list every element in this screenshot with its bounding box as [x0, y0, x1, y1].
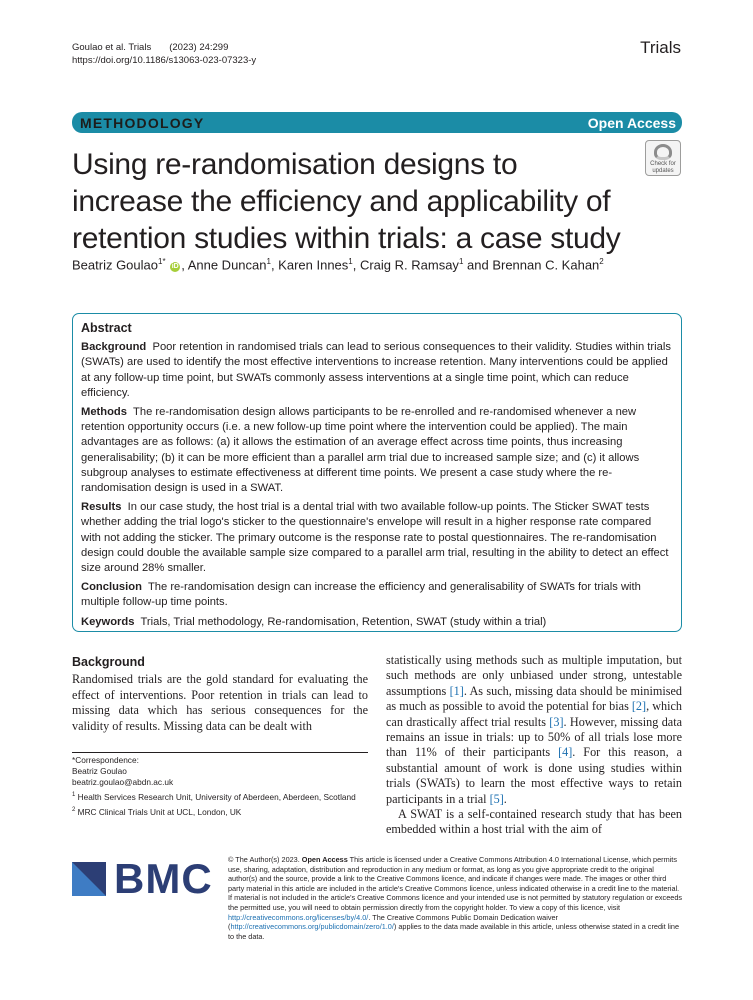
- author-name[interactable]: Craig R. Ramsay: [359, 257, 459, 273]
- copyright-notice: © The Author(s) 2023.: [228, 855, 300, 864]
- affiliation-text: Health Services Research Unit, University of Aberdeen, Aberdeen, Scotland: [77, 791, 356, 802]
- methods-label: Methods: [81, 406, 127, 419]
- body-paragraph: Randomised trials are the gold standard for evaluating the effect of interventions. Poor retention in trials can lead to missing data which has serious consequences for the validity of results. Missing data can be dealt with: [72, 672, 368, 733]
- correspondence-name: Beatriz Goulao: [72, 766, 127, 776]
- methods-text: The re-randomisation design allows participants to be re-enrolled and re-randomised whenever a new retention opportunity occurs (i.e. a new follow-up time point where the intervention could be applied). The main advantages are as follows: (a) it allows the estimation of an average effect across time points, thus increasing generalisability; (b) it can be more efficient than a parallel arm trial due to increased sample size; and (c) it allows subgroup analyses to estimate effectiveness at different time points. We present a case study where the re-randomisation design is used in a SWAT.: [81, 406, 640, 495]
- conclusion-text: The re-randomisation design can increase the efficiency and generalisability of SWATs for trials with multiple follow-up time points.: [81, 581, 641, 609]
- journal-name: Trials: [640, 38, 681, 57]
- author-affiliation: 1: [266, 257, 271, 266]
- background-text: Poor retention in randomised trials can lead to serious consequences to their validity. Studies within trials (SWATs) are used to identify the most effective interventions to increase retention. Many interventions could be applied at any follow-up time point, but SWATs commonly assess interventions at a single time point, which can reduce efficiency.: [81, 341, 671, 399]
- running-header: [72, 41, 256, 67]
- citation-link[interactable]: [3]: [549, 714, 564, 729]
- text-run: statistically using methods such as multiple imputation, but such methods are only unbiased under strong, untestable assumptions: [386, 653, 682, 698]
- body-column-right: [386, 653, 682, 838]
- text-run: . For this reason, a substantial amount of work is done using studies within trials (SWATs) to learn the most effective ways to retain participants in a trial: [386, 745, 682, 806]
- abstract-heading: Abstract: [81, 321, 132, 335]
- results-label: Results: [81, 501, 122, 514]
- citation-link[interactable]: [1]: [449, 683, 464, 698]
- body-paragraph: [386, 653, 682, 807]
- license-oa-label: Open Access: [301, 855, 348, 864]
- abstract-box: [72, 313, 682, 632]
- author-name[interactable]: Brennan C. Kahan: [492, 257, 600, 273]
- correspondence-email[interactable]: beatriz.goulao@abdn.ac.uk: [72, 777, 174, 787]
- author-name[interactable]: Beatriz Goulao: [72, 257, 158, 273]
- bmc-logo-text: BMC: [114, 855, 213, 902]
- author-affiliation: 1: [348, 257, 353, 266]
- affiliation-2: [72, 805, 368, 818]
- affiliation-number: 1: [72, 792, 76, 798]
- keywords-label: Keywords: [81, 615, 135, 628]
- author-list: Beatriz Goulao$^{1*}$ iD , Anne Duncan$^1$, Karen Innes$^1$, Craig R. Ramsay$^1$ and Brennan C. Kahan$^2$: [72, 257, 604, 273]
- abstract-methods: [81, 405, 673, 496]
- body-paragraph: A SWAT is a self-contained research study that has been embedded within a host trial with the aim of: [386, 807, 682, 837]
- conclusion-label: Conclusion: [81, 581, 142, 594]
- header-authors: Goulao et al. Trials: [72, 42, 152, 53]
- citation-line: [72, 41, 256, 54]
- citation-link[interactable]: [2]: [631, 699, 647, 714]
- license-link[interactable]: http://creativecommons.org/licenses/by/4.0/: [228, 912, 369, 922]
- check-for-updates-button[interactable]: [645, 140, 681, 176]
- results-text: In our case study, the host trial is a dental trial with two available follow-up points. The Sticker SWAT tests whether adding the trial logo's sticker to the questionnaire's envelope will result in a higher response rate compared with not adding the sticker. The primary outcome is the response rate to postal questionnaires. The re-randomisation design could double the available sample size compared to a parallel arm trial, resulting in the ability to detect an effect size around 28% smaller.: [81, 501, 669, 575]
- author-affiliation: 1: [458, 257, 464, 266]
- citation-link[interactable]: [4]: [558, 745, 573, 760]
- affiliation-number: 2: [72, 806, 76, 813]
- page-title: Using re-randomisation designs to increase the efficiency and applicability of retention studies within trials: a case study: [72, 148, 621, 255]
- author-name[interactable]: Karen Innes: [278, 257, 349, 273]
- correspondence-footnotes: [72, 752, 368, 818]
- header-year-volume: (2023) 24:299: [169, 42, 229, 53]
- abstract-results: [81, 500, 673, 576]
- bmc-logo: [72, 855, 213, 903]
- public-domain-link[interactable]: http://creativecommons.org/publicdomain/zero/1.0/: [230, 922, 394, 932]
- text-run: , which can drastically affect trial results: [386, 699, 682, 729]
- author-affiliation: 2: [599, 257, 604, 266]
- background-label: Background: [81, 341, 147, 354]
- orcid-icon[interactable]: iD: [171, 263, 179, 271]
- correspondence-label: *Correspondence:: [72, 755, 139, 765]
- article-type-banner: [72, 112, 682, 133]
- bmc-logo-icon: [72, 862, 106, 896]
- author-affiliation: 1*: [158, 257, 166, 266]
- check-updates-label: Check for updates: [650, 161, 676, 174]
- text-run: .: [503, 791, 507, 806]
- open-access-label: Open Access: [587, 114, 676, 131]
- license-body: ) applies to the data made available in this article, unless otherwise stated in a credit line to the data.: [228, 922, 680, 941]
- abstract-conclusion: [81, 580, 673, 610]
- license-body: . The Creative Commons Public Domain Dedication waiver (: [228, 912, 558, 932]
- section-heading: Background: [72, 655, 145, 669]
- text-run: . As such, missing data should be minimised as much as possible to avoid the potential for bias: [386, 683, 683, 714]
- body-column-left: [72, 655, 368, 734]
- author-name[interactable]: Anne Duncan: [187, 257, 267, 273]
- article-type: METHODOLOGY: [80, 114, 205, 131]
- affiliation-1: [72, 790, 368, 803]
- update-check-icon: [654, 144, 672, 160]
- citation-link[interactable]: [5]: [489, 791, 504, 806]
- text-run: . However, missing data remains an issue in trials: up to 50% of all trials lose more than 11% of their participants: [386, 714, 683, 760]
- header-doi[interactable]: https://doi.org/10.1186/s13063-023-07323-y: [72, 55, 257, 66]
- abstract-keywords: [81, 615, 673, 630]
- keywords-text: Trials, Trial methodology, Re-randomisation, Retention, SWAT (study within a trial): [140, 615, 547, 628]
- abstract-background: [81, 340, 673, 401]
- license-body: This article is licensed under a Creative Commons Attribution 4.0 International License, which permits use, sharing, adaptation, distribution and reproduction in any medium or format, as long as you give appropriate credit to the original author(s) and the source, provide a link to the Creative Commons licence, and indicate if changes were made. The images or other third party material in this article are included in the article's Creative Commons licence, unless indicated otherwise in a credit line to the material. If material is not included in the article's Creative Commons licence and your intended use is not permitted by statutory regulation or exceeds the permitted use, you will need to obtain permission directly from the copyright holder. To view a copy of this licence, visit: [228, 855, 683, 912]
- license-text: [228, 855, 684, 941]
- affiliation-text: MRC Clinical Trials Unit at UCL, London, UK: [77, 806, 242, 817]
